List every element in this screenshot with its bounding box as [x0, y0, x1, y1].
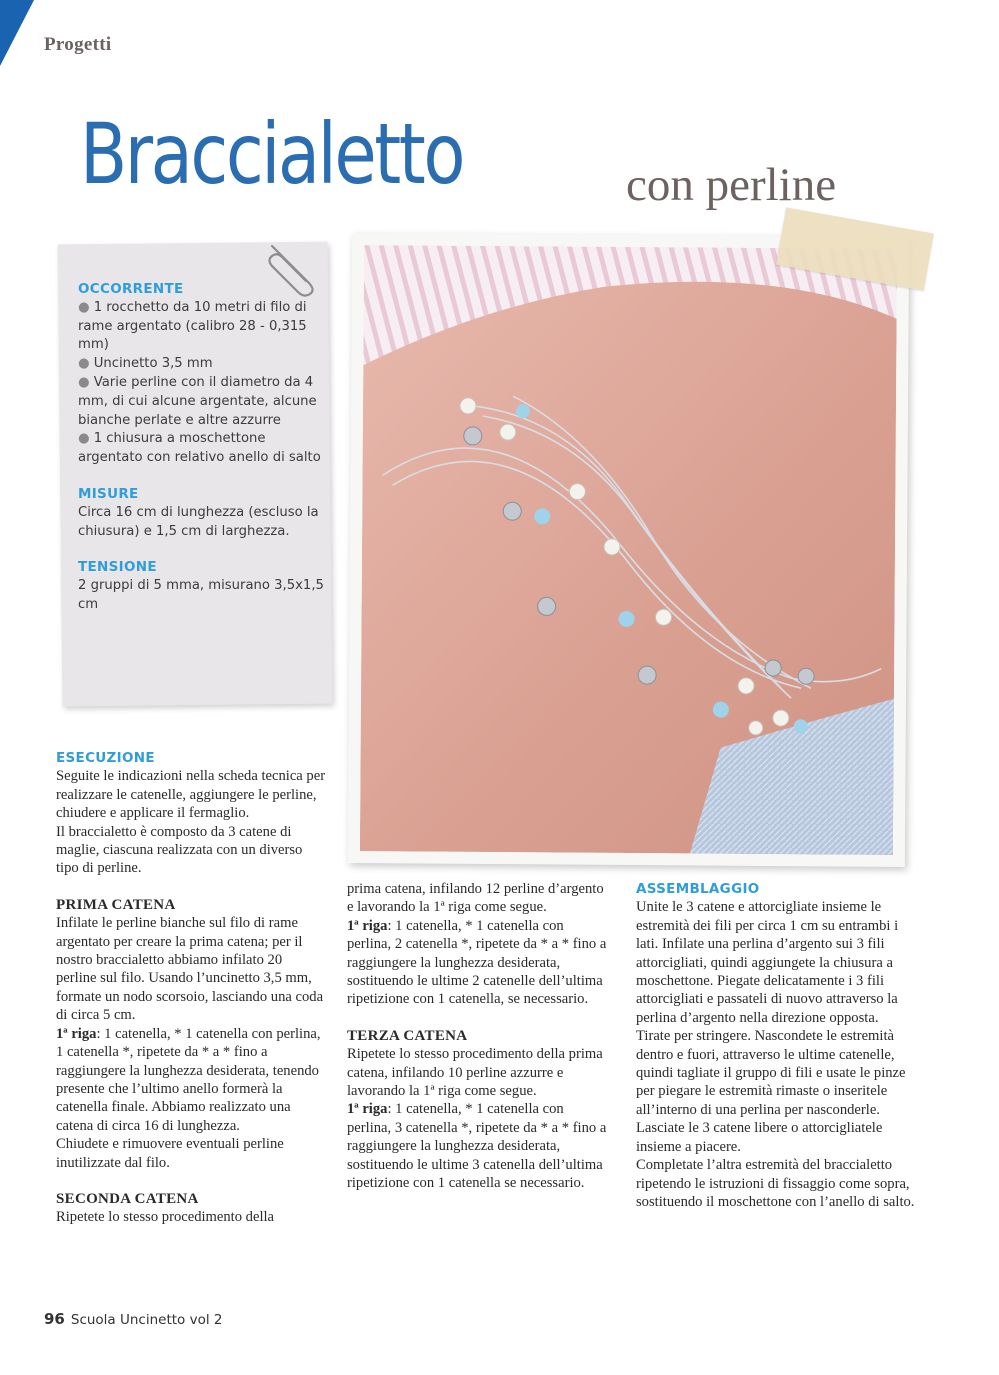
prima-catena-riga: 1ª riga: 1 catenella, * 1 catenella con perlina, 1 catenella *, ripetete da * a * fino a raggiungere la lunghezza desiderata, tenendo presente che l’ultimo anello formerà la catenella finale. Abbiamo realizzato una catena di circa 16 di lunghezza.: [56, 1025, 321, 1134]
publication-name: Scuola Uncinetto vol 2: [70, 1312, 223, 1328]
terza-catena-heading: TERZA CATENA: [347, 1027, 468, 1044]
page-number: 96: [44, 1310, 65, 1328]
occorrente-heading: OCCORRENTE: [78, 281, 184, 297]
column-3: [636, 880, 916, 1211]
esecuzione-paragraph: Il braccialetto è composto da 3 catene di maglie, ciascuna realizzata con un diverso tipo di perline.: [56, 823, 303, 877]
assemblaggio-paragraph: Completate l’altra estremità del braccialetto ripetendo le istruzioni di fissaggio come sopra, sostituendo il moschettone con l’anello di salto.: [636, 1157, 915, 1210]
prima-catena-paragraph: Infilate le perline bianche sul filo di rame argentato per creare la prima catena; per il nostro braccialetto abbiamo infilato 20 perline sul filo. Usando l’uncinetto 3,5 mm, formate un nodo scorsoio, lasciando una coda di circa 5 cm.: [56, 915, 324, 1024]
bracelet-photo: [348, 233, 909, 867]
bullet-icon: ●: [78, 374, 94, 390]
assemblaggio-paragraph: Lasciate le 3 catene libere o attorcigliatele insieme a piacere.: [636, 1120, 883, 1155]
bullet-icon: ●: [78, 356, 94, 372]
seconda-catena-riga: 1ª riga: 1 catenella, * 1 catenella con perlina, 2 catenella *, ripetete da * a * fino a raggiungere la lunghezza desiderata, sostituendo le ultime 2 catenelle dell’ultima ripetizione con 1 catenella, se necessario.: [347, 917, 607, 1008]
seconda-catena-paragraph: prima catena, infilando 12 perline d’argento e lavorando la 1ª riga come segue.: [347, 881, 604, 916]
bracelet-illustration: [360, 245, 897, 855]
column-1: [56, 749, 326, 1227]
tensione-heading: TENSIONE: [78, 559, 157, 576]
misure-text: Circa 16 cm di lunghezza (escluso la chiusura) e 1,5 cm di larghezza.: [78, 504, 319, 539]
misure-heading: MISURE: [78, 485, 139, 502]
occorrente-item: ● 1 chiusura a moschettone argentato con relativo anello di salto: [78, 431, 321, 466]
seconda-catena-paragraph: Ripetete lo stesso procedimento della: [56, 1209, 275, 1226]
section-label: Progetti: [44, 34, 112, 55]
page-title: Braccialetto: [80, 105, 464, 203]
esecuzione-heading: ESECUZIONE: [56, 750, 155, 766]
terza-catena-riga: 1ª riga: 1 catenella, * 1 catenella con perlina, 3 catenella *, ripetete da * a * fino a raggiungere la lunghezza desiderata, sostituendo le ultime 3 catenella dell’ultima ripetizione con 1 catenella se necessario.: [347, 1101, 607, 1192]
page-footer: [44, 1310, 223, 1328]
occorrente-item: ● Uncinetto 3,5 mm: [78, 356, 213, 372]
bullet-icon: ●: [78, 299, 94, 315]
prima-catena-heading: PRIMA CATENA: [56, 896, 176, 913]
materials-card-content: [78, 280, 328, 615]
assemblaggio-paragraph: Unite le 3 catene e attorcigliate insieme le estremità dei fili per circa 1 cm su entrambi i lati. Infilate una perlina d’argento sui 3 fili attorcigliati, quindi aggiungete la chiusura a moschettone. Piegate delicatamente i 3 fili attorcigliati e passateli di nuovo attraverso la perlina d’argento nella direzione opposta. Tirate per stringere. Nascondete le estremità dentro e fuori, attraverso le ultime catenelle, quindi tagliate il gruppo di fili e usate le pinze per piegare le estremità rimaste o inseritele all’interno di una perlina per nasconderle.: [636, 899, 906, 1118]
column-2: [347, 880, 609, 1193]
terza-catena-paragraph: Ripetete lo stesso procedimento della prima catena, infilando 10 perline azzurre e lavorando la 1ª riga come segue.: [347, 1046, 603, 1100]
page-subtitle: con perline: [626, 159, 837, 211]
bullet-icon: ●: [78, 431, 94, 447]
assemblaggio-heading: ASSEMBLAGGIO: [636, 881, 760, 897]
prima-catena-paragraph: Chiudete e rimuovere eventuali perline inutilizzate dal filo.: [56, 1136, 284, 1171]
occorrente-item: ● 1 rocchetto da 10 metri di filo di rame argentato (calibro 28 - 0,315 mm): [78, 299, 307, 353]
seconda-catena-heading: SECONDA CATENA: [56, 1190, 199, 1207]
tensione-text: 2 gruppi di 5 mma, misurano 3,5x1,5 cm: [78, 578, 324, 612]
riga-label: 1ª riga: [347, 1101, 388, 1118]
corner-accent: [0, 0, 34, 66]
occorrente-item: ● Varie perline con il diametro da 4 mm, di cui alcune argentate, alcune bianche perlate e altre azzurre: [78, 374, 317, 428]
riga-label: 1ª riga: [56, 1025, 97, 1042]
riga-label: 1ª riga: [347, 917, 388, 934]
esecuzione-paragraph: Seguite le indicazioni nella scheda tecnica per realizzare le catenelle, aggiungere le perline, chiudere e applicare il fermaglio.: [56, 768, 326, 822]
